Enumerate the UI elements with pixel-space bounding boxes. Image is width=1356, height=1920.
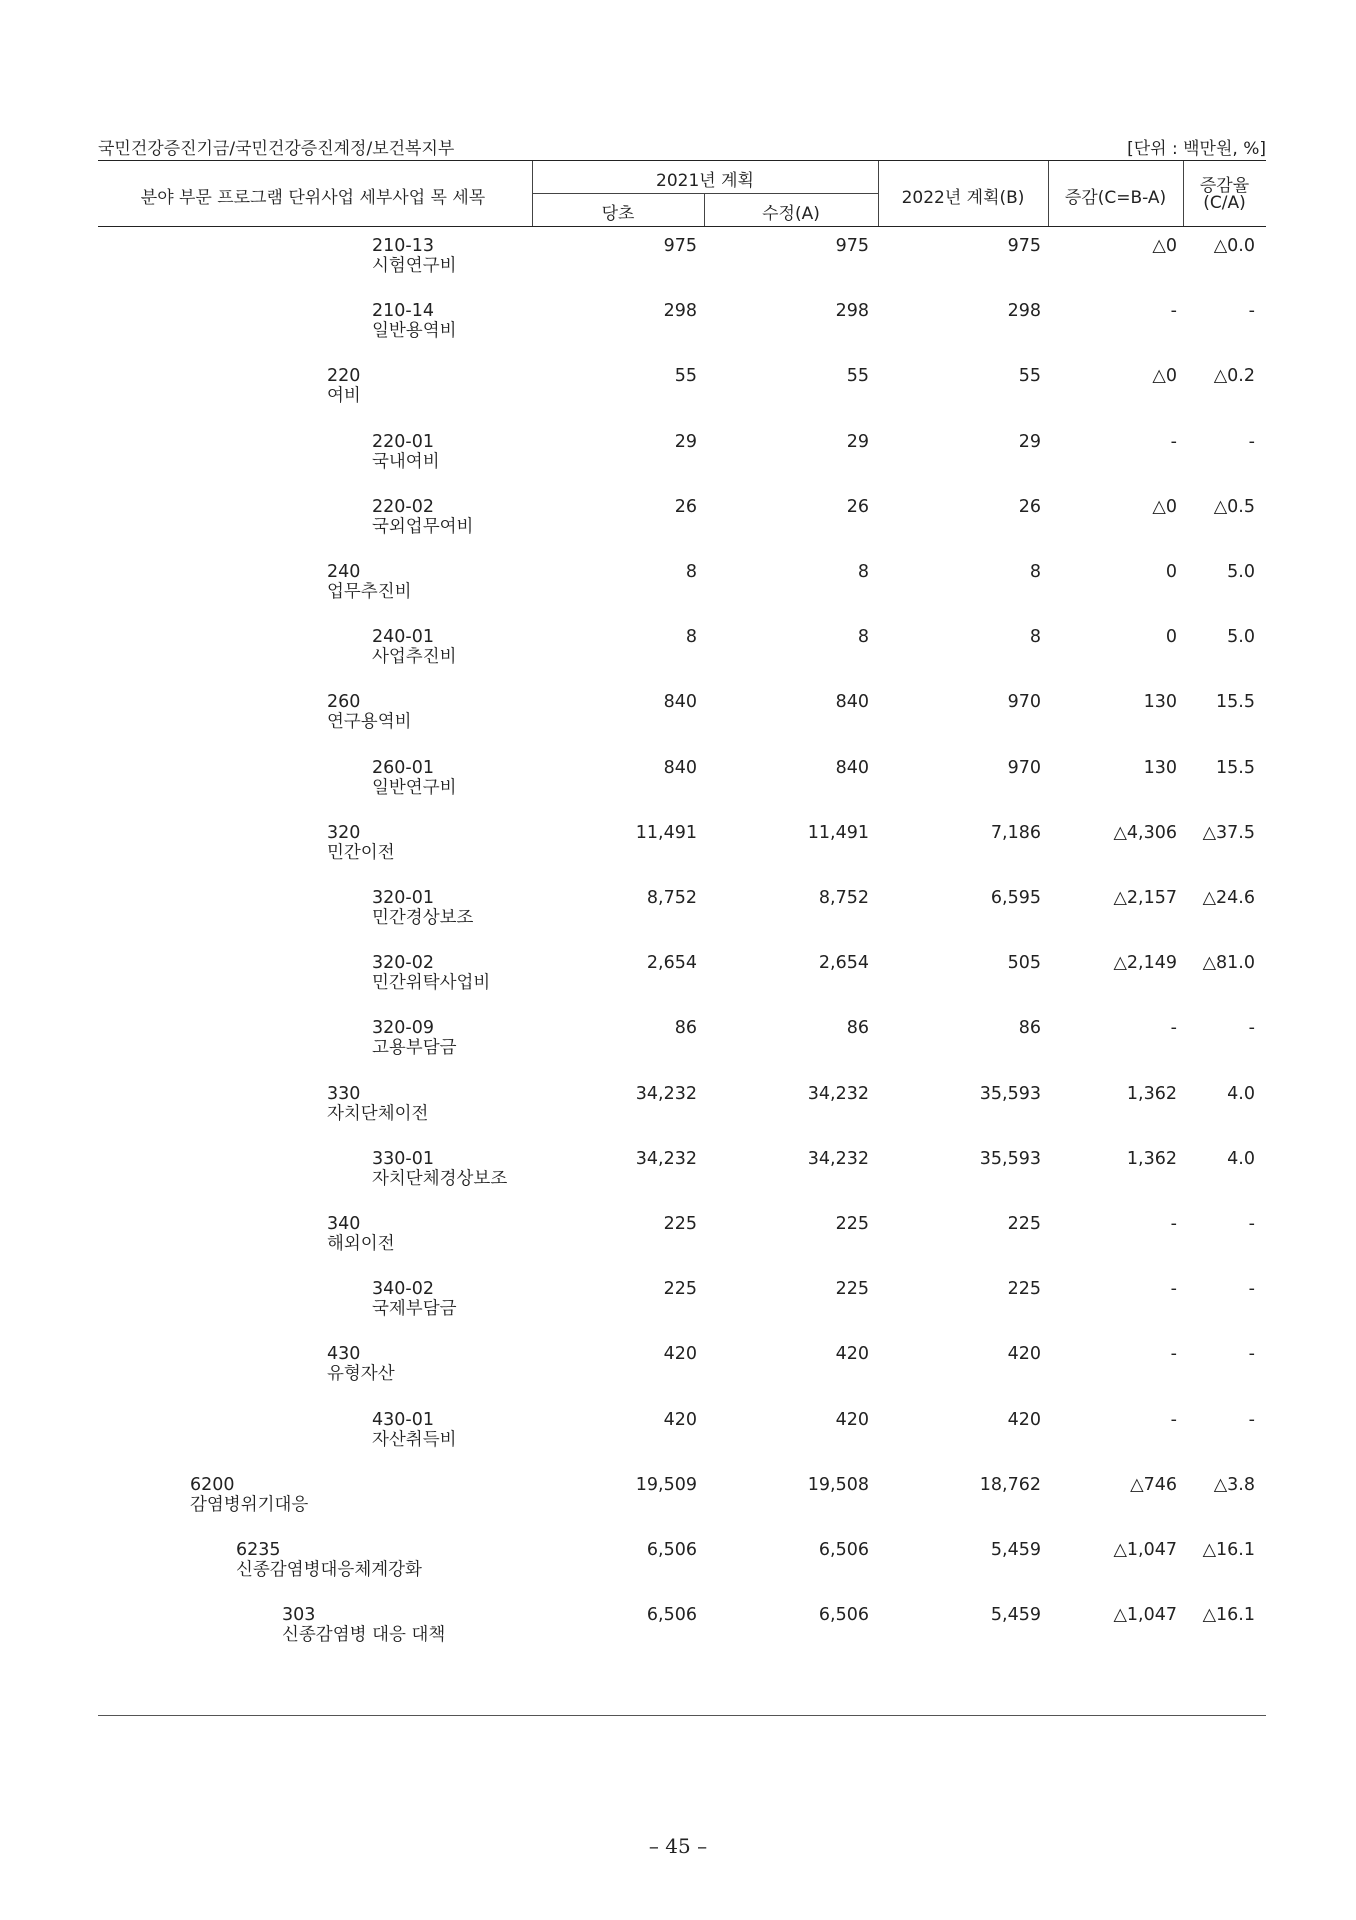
original-value: 420	[663, 1344, 697, 1365]
revised-value: 19,508	[807, 1474, 869, 1495]
header-plan-2021: 2021년 계획	[656, 171, 754, 191]
table-row	[0, 1339, 1356, 1404]
header-sub-rule	[532, 193, 878, 194]
change-value: △0	[1152, 496, 1177, 517]
rate-value: △16.1	[1202, 1605, 1255, 1626]
item-name: 민간위탁사업비	[372, 973, 491, 994]
original-value: 840	[663, 757, 697, 778]
rate-value: -	[1248, 1214, 1255, 1234]
change-value: △1,047	[1113, 1605, 1177, 1626]
item-name: 고용부담금	[372, 1038, 457, 1059]
item-code: 330-01	[372, 1148, 434, 1169]
rate-value: -	[1248, 1409, 1255, 1430]
table-row	[0, 296, 1356, 361]
revised-value: 6,506	[818, 1540, 869, 1560]
item-name: 민간경상보조	[372, 908, 474, 928]
header-plan-2022: 2022년 계획(B)	[901, 188, 1025, 208]
original-value: 2,654	[646, 953, 697, 974]
original-value: 975	[663, 236, 697, 256]
item-name: 자치단체경상보조	[372, 1168, 508, 1189]
rate-value: △24.6	[1202, 888, 1255, 908]
change-value: △2,149	[1113, 953, 1177, 974]
item-code: 260-01	[372, 757, 434, 778]
plan-2022-value: 7,186	[990, 822, 1041, 843]
item-code: 220-01	[372, 431, 434, 452]
change-value: △1,047	[1113, 1540, 1177, 1560]
rate-value: -	[1248, 1018, 1255, 1039]
header-rate-formula: (C/A)	[1203, 193, 1246, 213]
table-row	[0, 492, 1356, 557]
original-value: 55	[674, 366, 697, 387]
revised-value: 840	[835, 692, 869, 713]
revised-value: 420	[835, 1409, 869, 1430]
rate-value: △0.5	[1213, 496, 1255, 517]
original-value: 8	[685, 562, 697, 582]
rate-value: △0.2	[1213, 366, 1255, 387]
revised-value: 975	[835, 236, 869, 256]
item-name: 자산취득비	[372, 1429, 457, 1450]
plan-2022-value: 975	[1007, 236, 1041, 256]
table-row	[0, 1600, 1356, 1665]
header-revised: 수정(A)	[762, 204, 820, 224]
item-name: 여비	[327, 386, 361, 407]
rate-value: △37.5	[1202, 822, 1255, 843]
change-value: 130	[1143, 692, 1177, 713]
rate-value: △0.0	[1213, 236, 1255, 256]
header-change: 증감(C=B-A)	[1064, 188, 1167, 208]
plan-2022-value: 35,593	[979, 1148, 1041, 1169]
header-original: 당초	[601, 204, 635, 224]
revised-value: 420	[835, 1344, 869, 1365]
revised-value: 34,232	[807, 1083, 869, 1104]
table-caption	[98, 130, 1266, 158]
table-row	[0, 557, 1356, 622]
rate-value: 15.5	[1216, 757, 1255, 778]
revised-value: 225	[835, 1279, 869, 1300]
item-code: 240-01	[372, 627, 434, 648]
original-value: 26	[674, 496, 697, 517]
item-code: 240	[327, 562, 361, 582]
item-name: 연구용역비	[327, 712, 412, 733]
revised-value: 8	[857, 627, 869, 648]
plan-2022-value: 225	[1007, 1279, 1041, 1300]
table-row	[0, 1274, 1356, 1339]
plan-2022-value: 18,762	[979, 1474, 1041, 1495]
item-name: 사업추진비	[372, 647, 457, 668]
revised-value: 225	[835, 1214, 869, 1234]
change-value: 0	[1165, 562, 1177, 582]
item-name: 신종감염병 대응 대책	[282, 1625, 446, 1646]
rate-value: 4.0	[1227, 1083, 1255, 1104]
item-code: 320-09	[372, 1018, 434, 1039]
page-number: – 45 –	[648, 1834, 708, 1858]
rate-value: -	[1248, 431, 1255, 452]
plan-2022-value: 420	[1007, 1344, 1041, 1365]
change-value: △0	[1152, 236, 1177, 256]
change-value: -	[1170, 301, 1177, 322]
item-code: 320	[327, 822, 361, 843]
change-value: -	[1170, 1279, 1177, 1300]
revised-value: 86	[846, 1018, 869, 1039]
item-code: 220-02	[372, 496, 434, 517]
revised-value: 8,752	[818, 888, 869, 908]
item-code: 320-02	[372, 953, 434, 974]
change-value: △2,157	[1113, 888, 1177, 908]
item-name: 일반용역비	[372, 321, 457, 342]
rate-value: 5.0	[1227, 562, 1255, 582]
original-value: 6,506	[646, 1605, 697, 1626]
item-name: 신종감염병대응체계강화	[236, 1560, 422, 1580]
plan-2022-value: 35,593	[979, 1083, 1041, 1104]
plan-2022-value: 225	[1007, 1214, 1041, 1234]
item-code: 260	[327, 692, 361, 713]
table-row	[0, 1144, 1356, 1209]
original-value: 225	[663, 1279, 697, 1300]
item-code: 210-14	[372, 301, 434, 322]
item-code: 303	[282, 1605, 316, 1626]
table-row	[0, 753, 1356, 818]
plan-2022-value: 26	[1018, 496, 1041, 517]
item-name: 자치단체이전	[327, 1103, 429, 1124]
item-name: 국제부담금	[372, 1299, 457, 1320]
change-value: -	[1170, 1018, 1177, 1039]
item-name: 해외이전	[327, 1234, 395, 1254]
item-code: 430	[327, 1344, 361, 1365]
table-row	[0, 1535, 1356, 1600]
item-name: 국외업무여비	[372, 516, 474, 537]
rate-value: △81.0	[1202, 953, 1255, 974]
item-code: 6200	[190, 1474, 235, 1495]
change-value: 1,362	[1126, 1083, 1177, 1104]
plan-2022-value: 8	[1029, 562, 1041, 582]
original-value: 86	[674, 1018, 697, 1039]
plan-2022-value: 29	[1018, 431, 1041, 452]
item-name: 시험연구비	[372, 256, 457, 276]
header-rate: 증감율	[1199, 176, 1250, 196]
plan-2022-value: 55	[1018, 366, 1041, 387]
table-row	[0, 1209, 1356, 1274]
plan-2022-value: 86	[1018, 1018, 1041, 1039]
change-value: 0	[1165, 627, 1177, 648]
plan-2022-value: 970	[1007, 692, 1041, 713]
plan-2022-value: 5,459	[990, 1540, 1041, 1560]
original-value: 6,506	[646, 1540, 697, 1560]
plan-2022-value: 8	[1029, 627, 1041, 648]
item-code: 340	[327, 1214, 361, 1234]
item-code: 6235	[236, 1540, 281, 1560]
account-title: 국민건강증진기금/국민건강증진계정/보건복지부	[98, 139, 455, 159]
table-row	[0, 1079, 1356, 1144]
change-value: -	[1170, 1214, 1177, 1234]
rate-value: △16.1	[1202, 1540, 1255, 1560]
table-row	[0, 231, 1356, 296]
rate-value: △3.8	[1213, 1474, 1255, 1495]
revised-value: 29	[846, 431, 869, 452]
change-value: -	[1170, 1344, 1177, 1365]
plan-2022-value: 420	[1007, 1409, 1041, 1430]
original-value: 8,752	[646, 888, 697, 908]
change-value: 1,362	[1126, 1148, 1177, 1169]
bottom-rule	[98, 1715, 1266, 1716]
table-row	[0, 361, 1356, 426]
original-value: 34,232	[635, 1083, 697, 1104]
table-row	[0, 427, 1356, 492]
item-name: 감염병위기대응	[190, 1494, 309, 1515]
table-row	[0, 1013, 1356, 1078]
original-value: 29	[674, 431, 697, 452]
change-value: -	[1170, 1409, 1177, 1430]
table-row	[0, 622, 1356, 687]
change-value: △746	[1130, 1474, 1177, 1495]
original-value: 34,232	[635, 1148, 697, 1169]
revised-value: 298	[835, 301, 869, 322]
change-value: △0	[1152, 366, 1177, 387]
rate-value: -	[1248, 1344, 1255, 1365]
original-value: 19,509	[635, 1474, 697, 1495]
header-category: 분야 부문 프로그램 단위사업 세부사업 목 세목	[140, 188, 486, 208]
item-name: 업무추진비	[327, 582, 412, 602]
table-row	[0, 1470, 1356, 1535]
revised-value: 26	[846, 496, 869, 517]
item-code: 340-02	[372, 1279, 434, 1300]
rate-value: -	[1248, 301, 1255, 322]
original-value: 420	[663, 1409, 697, 1430]
original-value: 8	[685, 627, 697, 648]
item-name: 민간이전	[327, 842, 395, 863]
table-row	[0, 818, 1356, 883]
item-code: 430-01	[372, 1409, 434, 1430]
item-code: 210-13	[372, 236, 434, 256]
revised-value: 2,654	[818, 953, 869, 974]
change-value: △4,306	[1113, 822, 1177, 843]
plan-2022-value: 970	[1007, 757, 1041, 778]
original-value: 11,491	[635, 822, 697, 843]
item-name: 유형자산	[327, 1364, 395, 1385]
item-code: 220	[327, 366, 361, 387]
rate-value: 15.5	[1216, 692, 1255, 713]
revised-value: 8	[857, 562, 869, 582]
revised-value: 34,232	[807, 1148, 869, 1169]
item-code: 320-01	[372, 888, 434, 908]
header-bottom-rule	[98, 226, 1266, 227]
plan-2022-value: 298	[1007, 301, 1041, 322]
table-row	[0, 687, 1356, 752]
item-name: 국내여비	[372, 451, 440, 472]
item-code: 330	[327, 1083, 361, 1104]
rate-value: -	[1248, 1279, 1255, 1300]
original-value: 225	[663, 1214, 697, 1234]
plan-2022-value: 5,459	[990, 1605, 1041, 1626]
original-value: 840	[663, 692, 697, 713]
plan-2022-value: 505	[1007, 953, 1041, 974]
rate-value: 5.0	[1227, 627, 1255, 648]
table-row	[0, 883, 1356, 948]
plan-2022-value: 6,595	[990, 888, 1041, 908]
revised-value: 11,491	[807, 822, 869, 843]
revised-value: 6,506	[818, 1605, 869, 1626]
unit-label: [단위 : 백만원, %]	[1127, 139, 1266, 159]
item-name: 일반연구비	[372, 777, 457, 798]
table-row	[0, 948, 1356, 1013]
header-top-rule	[98, 160, 1266, 161]
change-value: -	[1170, 431, 1177, 452]
revised-value: 840	[835, 757, 869, 778]
revised-value: 55	[846, 366, 869, 387]
rate-value: 4.0	[1227, 1148, 1255, 1169]
table-row	[0, 1405, 1356, 1470]
original-value: 298	[663, 301, 697, 322]
change-value: 130	[1143, 757, 1177, 778]
